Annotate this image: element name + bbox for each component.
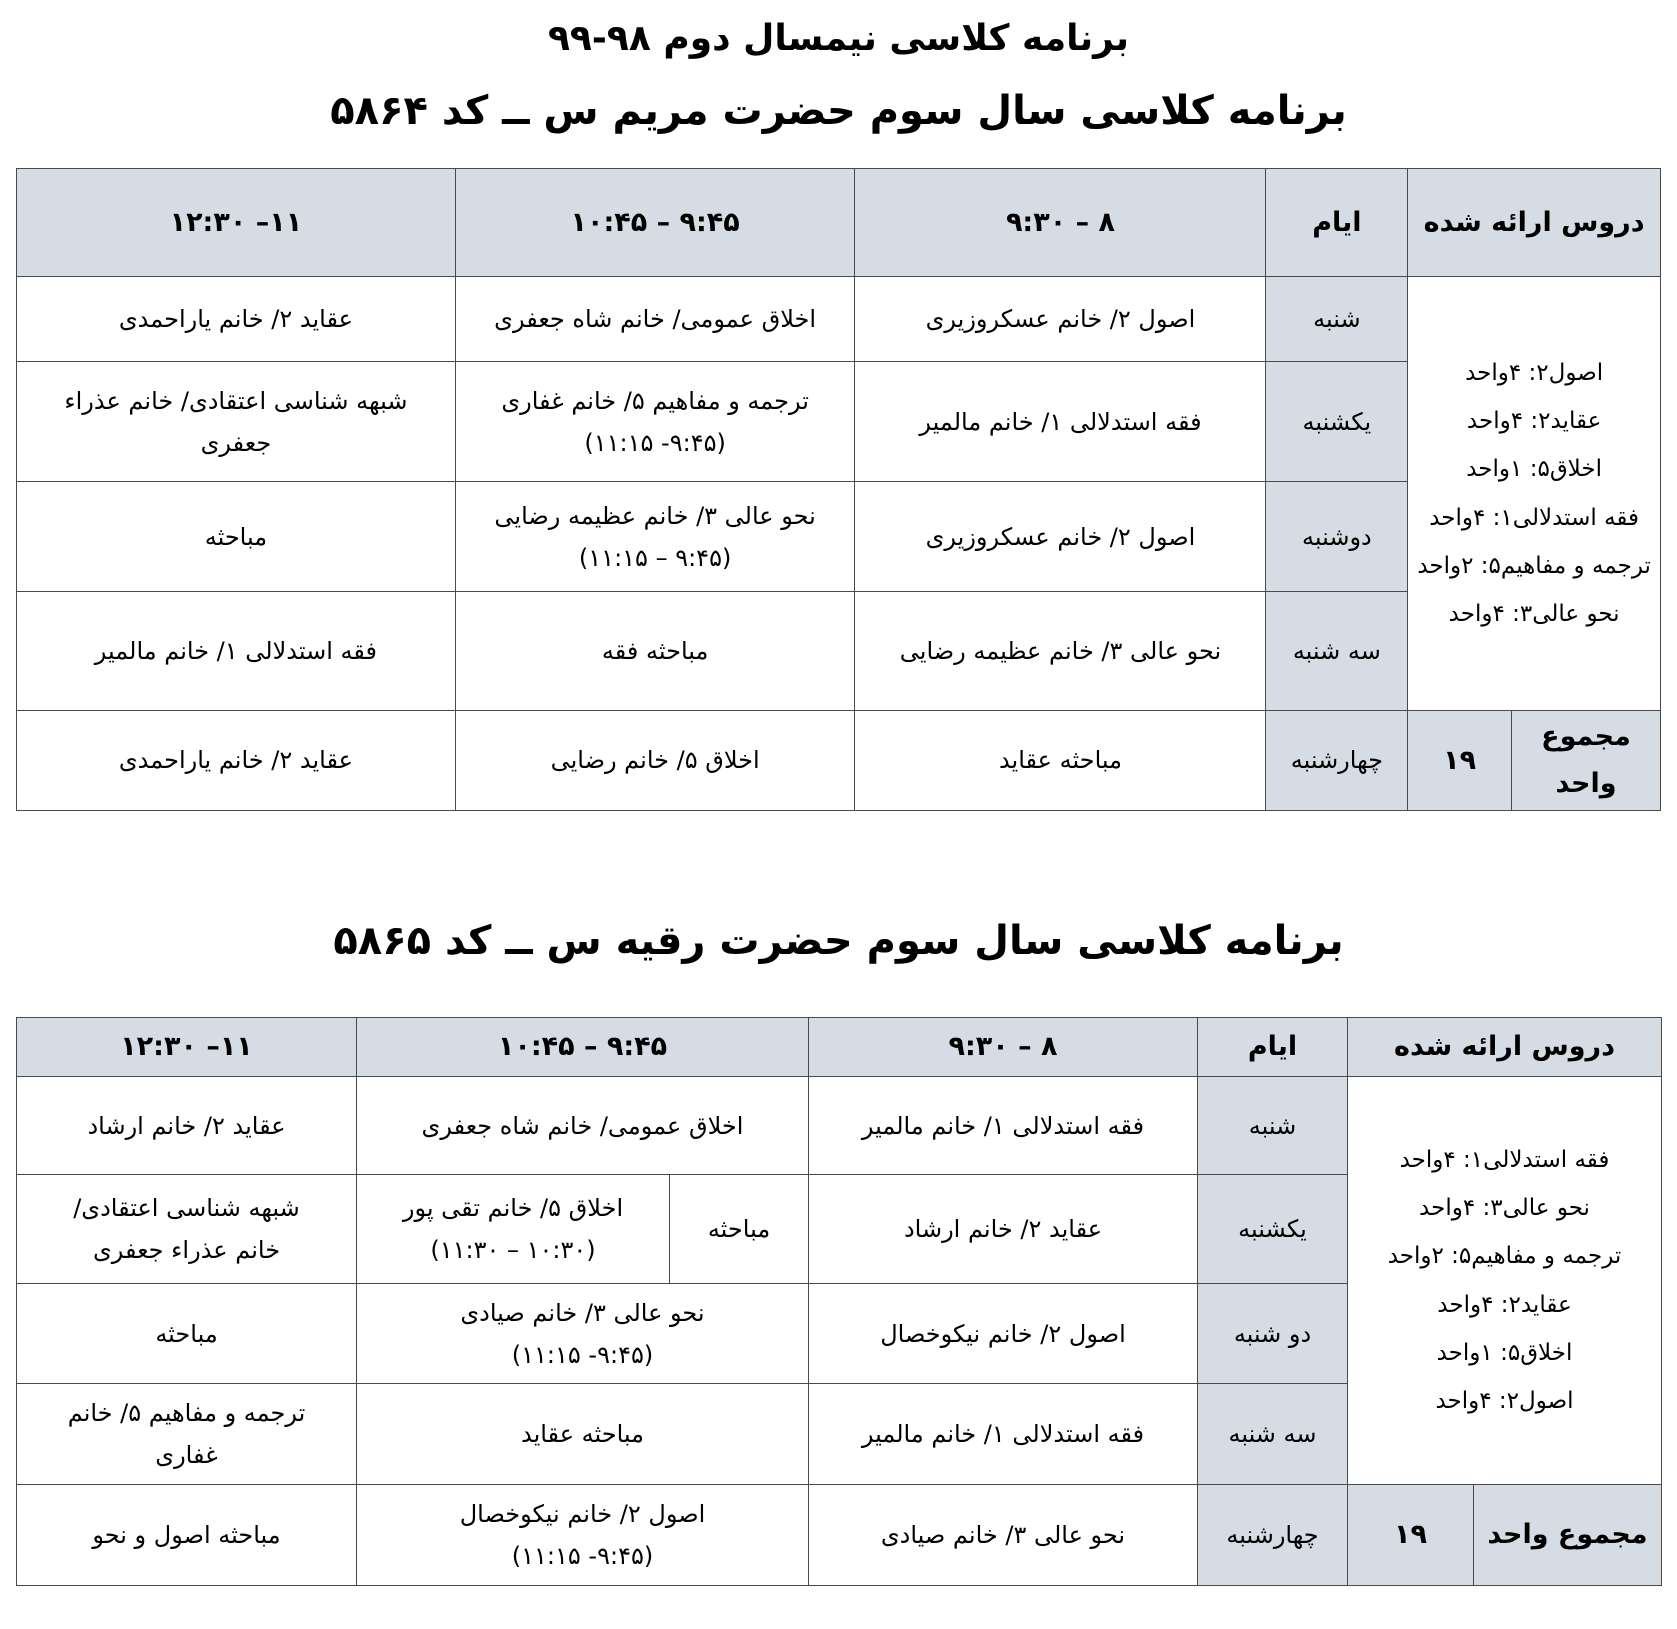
- day-cell: شنبه: [1266, 277, 1408, 362]
- day-cell: سه شنبه: [1266, 592, 1408, 711]
- offered-course: اصول۲: ۴واحد: [1465, 359, 1604, 386]
- class-cell: اخلاق ۵/ خانم رضایی: [455, 711, 855, 811]
- header-slot-2: ۹:۴۵ – ۱۰:۴۵: [357, 1018, 809, 1077]
- class-time: (۹:۴۵- ۱۱:۱۵): [584, 428, 726, 457]
- class-cell: مباحثه: [670, 1175, 809, 1284]
- class-cell: فقه استدلالی ۱/ خانم مالمیر: [17, 592, 456, 711]
- class-text: ترجمه و مفاهیم ۵/ خانم غفاری: [501, 386, 809, 415]
- table-row: [17, 1077, 1662, 1175]
- header-days: ایام: [1266, 169, 1408, 277]
- offered-courses-list: [1408, 277, 1661, 711]
- offered-courses-list: [1348, 1077, 1662, 1485]
- offered-course: اخلاق۵: ۱واحد: [1436, 1339, 1573, 1366]
- class-text: خانم عذراء جعفری: [92, 1236, 281, 1264]
- class-cell: اصول ۲/ خانم عسکروزیری: [855, 277, 1266, 362]
- class-cell: نحو عالی ۳/ خانم عظیمه رضایی: [855, 592, 1266, 711]
- offered-course: نحو عالی۳: ۴واحد: [1419, 1194, 1590, 1221]
- schedule-table-roqayeh: [16, 1017, 1662, 1586]
- class-cell: فقه استدلالی ۱/ خانم مالمیر: [809, 1077, 1198, 1175]
- class-text: شبهه شناسی اعتقادی/ خانم عذراء: [64, 386, 408, 415]
- class-cell: مباحثه عقاید: [855, 711, 1266, 811]
- offered-course: اصول۲: ۴واحد: [1435, 1388, 1574, 1415]
- day-cell: چهارشنبه: [1198, 1485, 1348, 1586]
- class-cell: مباحثه فقه: [455, 592, 855, 711]
- class-cell: عقاید ۲/ خانم یاراحمدی: [17, 277, 456, 362]
- class-one-title: برنامه کلاسی سال سوم حضرت مریم س ــ کد ۵۸۶۴: [330, 88, 1347, 134]
- offered-course: ترجمه و مفاهیم۵: ۲واحد: [1417, 552, 1651, 579]
- class-text: ترجمه و مفاهیم ۵/ خانم: [67, 1399, 306, 1427]
- class-cell: مباحثه عقاید: [357, 1384, 809, 1485]
- header-days: ایام: [1198, 1018, 1348, 1077]
- header-slot-2: ۹:۴۵ – ۱۰:۴۵: [455, 169, 855, 277]
- class-cell: نحو عالی ۳/ خانم صیادی: [809, 1485, 1198, 1586]
- class-text: شبهه شناسی اعتقادی/: [73, 1194, 300, 1222]
- offered-course: فقه استدلالی۱: ۴واحد: [1399, 1146, 1610, 1173]
- day-cell: یکشنبه: [1198, 1175, 1348, 1284]
- class-text: غفاری: [155, 1441, 218, 1469]
- class-cell: [17, 1175, 357, 1284]
- class-two-title: برنامه کلاسی سال سوم حضرت رقیه س ــ کد ۵۸۶۵: [333, 918, 1344, 964]
- day-cell: چهارشنبه: [1266, 711, 1408, 811]
- class-cell: فقه استدلالی ۱/ خانم مالمیر: [855, 362, 1266, 482]
- class-time: (۹:۴۵- ۱۱:۱۵): [511, 1340, 654, 1369]
- table-row: [17, 711, 1661, 811]
- class-text: اصول ۲/ خانم نیکوخصال: [459, 1500, 706, 1528]
- class-cell: عقاید ۲/ خانم یاراحمدی: [17, 711, 456, 811]
- class-cell: مباحثه: [17, 482, 456, 592]
- class-cell: [357, 1175, 670, 1284]
- class-time: (۱۰:۳۰ – ۱۱:۳۰): [430, 1236, 596, 1264]
- class-text: نحو عالی ۳/ خانم صیادی: [460, 1298, 705, 1327]
- class-cell: [357, 1284, 809, 1384]
- class-text: اخلاق ۵/ خانم تقی پور: [402, 1194, 624, 1222]
- offered-course: اخلاق۵: ۱واحد: [1466, 456, 1602, 483]
- class-cell: [17, 362, 456, 482]
- total-units-label: مجموع واحد: [1512, 711, 1661, 811]
- total-units-value: ۱۹: [1348, 1485, 1474, 1586]
- table-row: [17, 277, 1661, 362]
- header-slot-1: ۸ – ۹:۳۰: [855, 169, 1266, 277]
- total-units-value: ۱۹: [1408, 711, 1512, 811]
- offered-course: ترجمه و مفاهیم۵: ۲واحد: [1387, 1243, 1622, 1270]
- class-cell: [455, 482, 855, 592]
- day-cell: سه شنبه: [1198, 1384, 1348, 1485]
- class-cell: [17, 1384, 357, 1485]
- class-time: (۹:۴۵- ۱۱:۱۵): [511, 1542, 654, 1570]
- header-offered: دروس ارائه شده: [1408, 169, 1661, 277]
- header-row: [17, 1018, 1662, 1077]
- class-cell: مباحثه اصول و نحو: [17, 1485, 357, 1586]
- class-cell: اصول ۲/ خانم عسکروزیری: [855, 482, 1266, 592]
- class-cell: اصول ۲/ خانم نیکوخصال: [809, 1284, 1198, 1384]
- class-cell: فقه استدلالی ۱/ خانم مالمیر: [809, 1384, 1198, 1485]
- class-cell: [357, 1485, 809, 1586]
- class-cell: عقاید ۲/ خانم ارشاد: [809, 1175, 1198, 1284]
- header-offered: دروس ارائه شده: [1348, 1018, 1662, 1077]
- day-cell: شنبه: [1198, 1077, 1348, 1175]
- offered-course: عقاید۲: ۴واحد: [1466, 407, 1602, 434]
- schedule-table-maryam: [16, 168, 1661, 811]
- class-cell: اخلاق عمومی/ خانم شاه جعفری: [357, 1077, 809, 1175]
- offered-course: فقه استدلالی۱: ۴واحد: [1429, 504, 1640, 531]
- class-cell: عقاید ۲/ خانم ارشاد: [17, 1077, 357, 1175]
- day-cell: یکشنبه: [1266, 362, 1408, 482]
- offered-course: عقاید۲: ۴واحد: [1437, 1291, 1572, 1318]
- day-cell: دو شنبه: [1198, 1284, 1348, 1384]
- table-row: [17, 1485, 1662, 1586]
- class-time: (۹:۴۵ – ۱۱:۱۵): [578, 543, 732, 572]
- header-slot-3: ۱۱– ۱۲:۳۰: [17, 169, 456, 277]
- class-text: جعفری: [200, 428, 272, 457]
- main-title: برنامه کلاسی نیمسال دوم ۹۸-۹۹: [547, 18, 1130, 59]
- class-text: نحو عالی ۳/ خانم عظیمه رضایی: [494, 501, 816, 530]
- day-cell: دوشنبه: [1266, 482, 1408, 592]
- header-slot-1: ۸ – ۹:۳۰: [809, 1018, 1198, 1077]
- total-units-label: مجموع واحد: [1474, 1485, 1662, 1586]
- class-cell: اخلاق عمومی/ خانم شاه جعفری: [455, 277, 855, 362]
- class-cell: مباحثه: [17, 1284, 357, 1384]
- offered-course: نحو عالی۳: ۴واحد: [1448, 601, 1620, 628]
- header-row: [17, 169, 1661, 277]
- class-cell: [455, 362, 855, 482]
- header-slot-3: ۱۱– ۱۲:۳۰: [17, 1018, 357, 1077]
